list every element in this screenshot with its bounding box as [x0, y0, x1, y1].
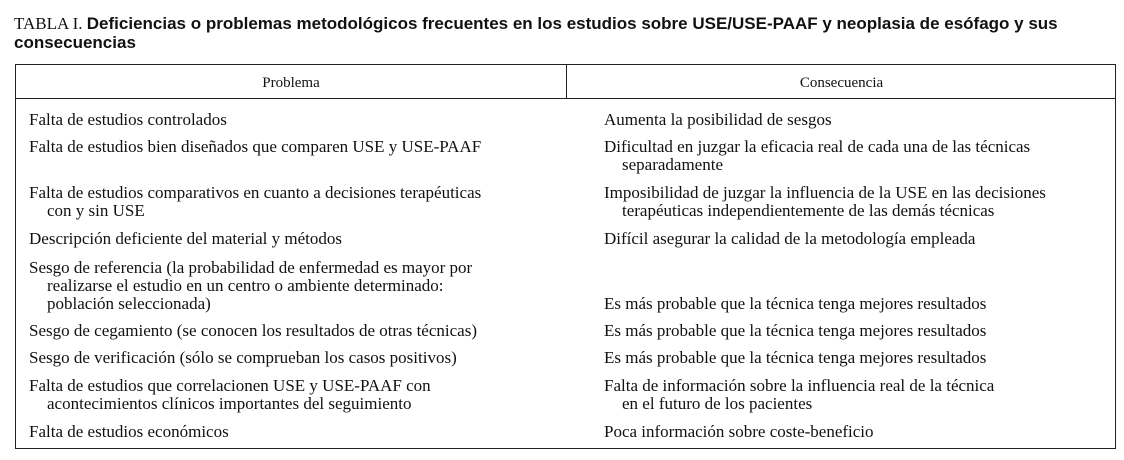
consequence-cell: Dificultad en juzgar la eficacia real de cada una de las técnicas separadamente	[604, 137, 1031, 174]
header-problema: Problema	[16, 65, 567, 98]
problem-cell: Falta de estudios comparativos en cuanto a decisiones terapéuticas con y sin USE	[29, 183, 482, 220]
table-number: TABLA I.	[14, 14, 83, 33]
consequence-cell: Aumenta la posibilidad de sesgos	[604, 110, 832, 129]
table-caption	[14, 14, 1114, 52]
problem-cell: Falta de estudios que correlacionen USE y USE-PAAF con acontecimientos clínicos importantes del seguimiento	[29, 376, 431, 413]
consequence-cell: Imposibilidad de juzgar la influencia de la USE en las decisiones terapéuticas independientemente de las demás técnicas	[604, 183, 1046, 220]
table-title: Deficiencias o problemas metodológicos frecuentes en los estudios sobre USE/USE-PAAF y neoplasia de esófago y sus consecuencias	[14, 14, 1058, 52]
problem-cell: Descripción deficiente del material y métodos	[29, 229, 342, 248]
problem-cell: Falta de estudios bien diseñados que comparen USE y USE-PAAF	[29, 137, 482, 156]
consequence-cell: Es más probable que la técnica tenga mejores resultados	[604, 321, 987, 340]
problem-cell: Sesgo de verificación (sólo se comprueban los casos positivos)	[29, 348, 457, 367]
problem-cell: Falta de estudios controlados	[29, 110, 227, 129]
consequence-cell: Poca información sobre coste-beneficio	[604, 422, 874, 441]
consequence-cell: Falta de información sobre la influencia real de la técnica en el futuro de los pacientes	[604, 376, 995, 413]
table-header	[16, 65, 1115, 99]
consequence-cell: Es más probable que la técnica tenga mejores resultados	[604, 294, 987, 313]
problem-cell: Sesgo de cegamiento (se conocen los resultados de otras técnicas)	[29, 321, 477, 340]
problem-cell: Sesgo de referencia (la probabilidad de enfermedad es mayor por realizarse el estudio en un centro o ambiente determinado: población seleccionada)	[29, 258, 473, 313]
consequence-cell: Difícil asegurar la calidad de la metodología empleada	[604, 229, 976, 248]
problem-cell: Falta de estudios económicos	[29, 422, 229, 441]
header-consecuencia: Consecuencia	[799, 75, 884, 91]
consequence-cell: Es más probable que la técnica tenga mejores resultados	[604, 348, 987, 367]
data-table	[15, 64, 1116, 449]
